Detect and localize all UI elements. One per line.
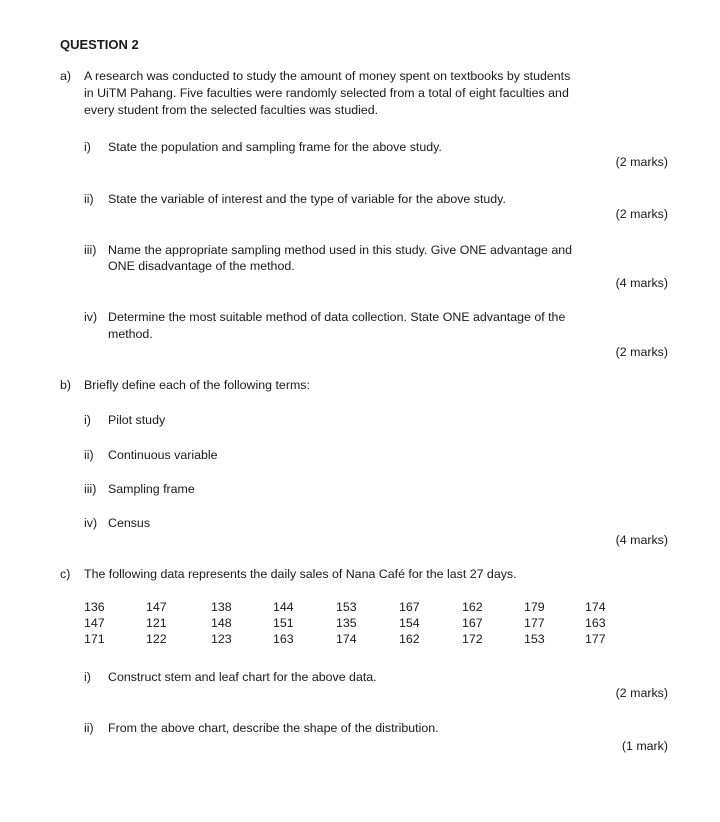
part-b-item-1-text: Pilot study — [108, 413, 166, 427]
question-title: QUESTION 2 — [60, 37, 139, 52]
part-a-item-4-marks: (2 marks) — [615, 345, 668, 359]
part-b-item-4-num: iv) — [84, 516, 98, 530]
part-a-intro-line-3: every student from the selected faculties was studied. — [84, 103, 379, 117]
data-cell: 167 — [399, 600, 420, 614]
data-cell: 153 — [524, 632, 545, 646]
part-c-item-1-num: i) — [84, 670, 91, 684]
data-cell: 163 — [585, 616, 606, 630]
part-a-item-1-marks: (2 marks) — [615, 155, 668, 169]
data-cell: 177 — [524, 616, 545, 630]
part-b-item-3-text: Sampling frame — [108, 482, 195, 496]
data-cell: 136 — [84, 600, 105, 614]
part-b-item-4-text: Census — [108, 516, 151, 530]
part-a-item-2-text: State the variable of interest and the type of variable for the above study. — [108, 192, 506, 206]
data-cell: 147 — [146, 600, 167, 614]
part-c-item-1-marks: (2 marks) — [615, 686, 668, 700]
data-cell: 151 — [273, 616, 294, 630]
data-cell: 162 — [462, 600, 483, 614]
data-cell: 121 — [146, 616, 167, 630]
data-cell: 177 — [585, 632, 606, 646]
part-a-item-1-text: State the population and sampling frame for the above study. — [108, 140, 442, 154]
part-a-item-4-text-line-2: method. — [108, 327, 153, 341]
part-b-label: b) — [60, 378, 72, 392]
part-c-item-2-text: From the above chart, describe the shape of the distribution. — [108, 721, 439, 735]
part-a-item-1-num: i) — [84, 140, 91, 154]
data-cell: 123 — [211, 632, 232, 646]
part-a-label: a) — [60, 69, 72, 83]
data-cell: 174 — [336, 632, 357, 646]
part-a-intro-line-1: A research was conducted to study the amount of money spent on textbooks by students — [84, 69, 571, 83]
part-b-item-3-num: iii) — [84, 482, 97, 496]
data-cell: 174 — [585, 600, 606, 614]
data-cell: 153 — [336, 600, 357, 614]
data-cell: 147 — [84, 616, 105, 630]
data-cell: 148 — [211, 616, 232, 630]
data-cell: 179 — [524, 600, 545, 614]
data-cell: 144 — [273, 600, 294, 614]
part-a-item-3-text-line-1: Name the appropriate sampling method used in this study. Give ONE advantage and — [108, 243, 572, 257]
part-a-intro-line-2: in UiTM Pahang. Five faculties were randomly selected from a total of eight faculties and — [84, 86, 569, 100]
data-cell: 122 — [146, 632, 167, 646]
part-c-item-1-text: Construct stem and leaf chart for the above data. — [108, 670, 377, 684]
part-c-item-2-num: ii) — [84, 721, 94, 735]
data-cell: 138 — [211, 600, 232, 614]
data-cell: 162 — [399, 632, 420, 646]
part-b-item-2-text: Continuous variable — [108, 448, 218, 462]
part-b-item-2-num: ii) — [84, 448, 94, 462]
data-cell: 171 — [84, 632, 105, 646]
part-b-marks: (4 marks) — [615, 533, 668, 547]
data-cell: 167 — [462, 616, 483, 630]
data-cell: 154 — [399, 616, 420, 630]
part-a-item-2-marks: (2 marks) — [615, 207, 668, 221]
part-a-item-3-num: iii) — [84, 243, 97, 257]
part-a-item-4-num: iv) — [84, 310, 98, 324]
data-cell: 135 — [336, 616, 357, 630]
data-cell: 163 — [273, 632, 294, 646]
part-a-item-4-text-line-1: Determine the most suitable method of data collection. State ONE advantage of the — [108, 310, 566, 324]
data-cell: 172 — [462, 632, 483, 646]
part-a-item-3-text-line-2: ONE disadvantage of the method. — [108, 259, 295, 273]
part-c-intro: The following data represents the daily sales of Nana Café for the last 27 days. — [84, 567, 517, 581]
part-b-intro: Briefly define each of the following terms: — [84, 378, 310, 392]
part-b-item-1-num: i) — [84, 413, 91, 427]
part-a-item-2-num: ii) — [84, 192, 94, 206]
part-c-label: c) — [60, 567, 71, 581]
part-c-item-2-marks: (1 mark) — [621, 739, 668, 753]
part-a-item-3-marks: (4 marks) — [615, 276, 668, 290]
